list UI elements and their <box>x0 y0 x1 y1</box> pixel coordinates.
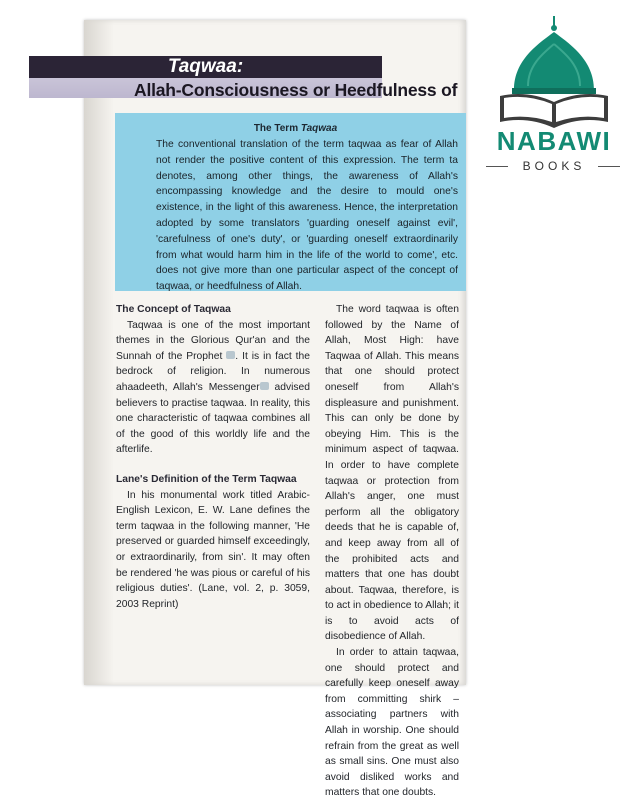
salutation-icon <box>260 382 269 390</box>
box-heading-prefix: The Term <box>253 123 301 134</box>
chapter-title: Taqwaa: <box>167 56 244 77</box>
logo-subtitle: BOOKS <box>522 159 586 173</box>
concept-paragraph <box>116 318 310 458</box>
box-heading <box>115 123 466 134</box>
salutation-icon <box>226 351 235 359</box>
left-column <box>116 302 310 612</box>
lane-paragraph: In his monumental work titled Arabic-English Lexicon, E. W. Lane defines the term taqwaa in the following manner, 'He preserved or guarded himself exceedingly, or extraordinarily, from sin'. It may often be rendered 'he was pious or careful of his religious duties'. (Lane, vol. 2, p. 3059, 2003 Reprint) <box>116 489 310 610</box>
box-text: The conventional translation of the term taqwaa as fear of Allah not render the positive content of this expression. The term ta denotes, among other things, the awareness of Allah's encompassing knowledge and the desire to mould one's existence, in the light of this awareness. Hence, the interpretation adopted by some translators 'guarding oneself against evil', 'carefulness of one's duty', or 'guarding oneself extraordinarily from what would harm him in the life of the world to come', etc. does not give more than one particular aspect of the concept of taqwaa, or heedfulness of Allah. <box>156 139 458 293</box>
concept-text-b: . It is in fact the bedrock of religion. In numerous ahaadeeth, Allah's Messenger <box>116 350 310 393</box>
right-paragraph-1: The word taqwaa is often followed by the Name of Allah, Most High: have Taqwaa of Allah. This means that one should protect oneself from Allah's displeasure and punishment. This can only be done by obeying Him. This is the minimum aspect of taqwaa. In order to have complete taqwaa or protection from Allah's anger, one must perform all the obligatory deeds that he is capable of, and keep away from all of the prohibited acts and matters that one has doubt about. Taqwaa, therefore, is to act in obedience to Allah; it is to avoid acts of disobedience of Allah. <box>325 304 459 643</box>
box-heading-term: Taqwaa <box>300 123 338 134</box>
concept-text-a: Taqwaa is one of the most important themes in the Glorious Qur'an and the Sunnah of the Prophet <box>116 319 310 362</box>
concept-heading: The Concept of Taqwaa <box>116 304 231 315</box>
lane-heading: Lane's Definition of the Term Taqwaa <box>116 473 297 485</box>
logo-wordmark: NABAWI <box>496 126 612 156</box>
concept-text-c: advised believers to practise taqwaa. In reality, this one characteristic of taqwaa combines all of the good of this worldly life and the afterlife. <box>116 381 310 456</box>
right-paragraph-2: In order to attain taqwaa, one should protect and carefully keep oneself away from committing shirk – associating partners with Allah in worship. One should refrain from the great as well as small sins. One must also avoid disliked works and matters that one doubts. <box>325 647 459 799</box>
logo-rule-right <box>598 166 620 167</box>
chapter-subtitle: Allah-Consciousness or Heedfulness of <box>134 80 458 100</box>
right-column <box>325 302 459 801</box>
